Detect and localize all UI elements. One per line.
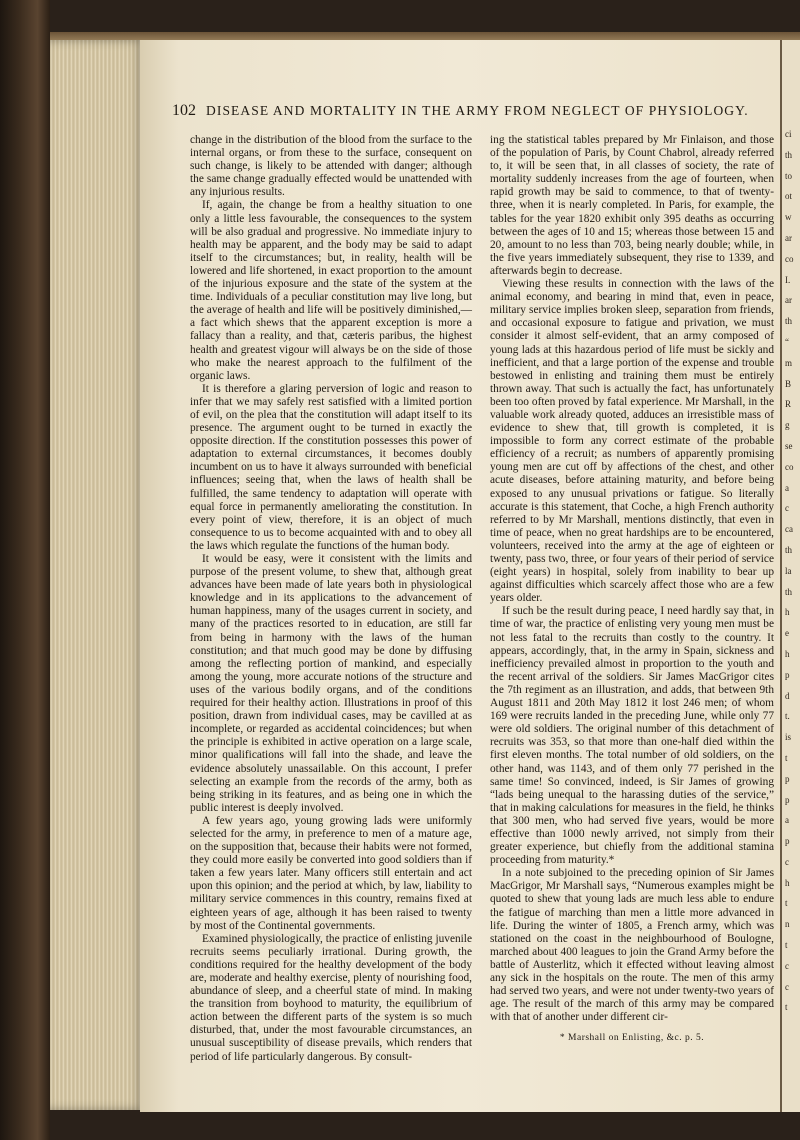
facing-page-fragment-text: R <box>785 399 792 410</box>
facing-page-fragment-text: e <box>785 628 789 639</box>
facing-page-fragment-text: ar <box>785 295 792 306</box>
book-spine <box>0 0 50 1140</box>
facing-page-fragment-text: t <box>785 752 788 763</box>
facing-page-fragment-text: a <box>785 815 789 826</box>
left-column <box>190 134 472 1064</box>
facing-page-fragment-text: p <box>785 836 790 847</box>
page-block-edges <box>50 40 145 1110</box>
paragraph: Examined physiologically, the practice of enlisting juvenile recruits seems peculiarly irrational. During growth, the conditions required for the healthy development of the body are, moderate and healthy exercise, plenty of nourishing food, abundance of sleep, and a cheerful state of mind. In making the transition from boyhood to maturity, the equilibrium of action between the different parts of the system is so much disturbed, that, under the most favourable circumstances, an unusual susceptibility of disease prevails, which renders that period of life particularly dangerous. By consult- <box>190 932 472 1063</box>
facing-page-fragment-text: g <box>785 420 790 431</box>
facing-page-fragment-text: t <box>785 898 788 909</box>
facing-page-fragment-text: la <box>785 565 792 576</box>
facing-page-fragment-text: h <box>785 877 790 888</box>
facing-page-fragment-text: t <box>785 940 788 951</box>
facing-page-fragment-text: a <box>785 482 789 493</box>
paragraph: change in the distribution of the blood from the surface to the internal organs, or from these to the surface, consequent on such change, is likely to be attended with danger; although the same change gradually effected would be unattended with any injurious results. <box>190 134 472 199</box>
paragraph: It would be easy, were it consistent with the limits and purpose of the present volume, to shew that, although great advances have been made of late years both in physiological knowledge and in its applications to the advancement of human happiness, many of the usages current in society, and many of the practices resorted to in education, are still far from being in harmony with the laws of the human constitution; and that much good may be done by diffusing among the reflecting portion of mankind, and especially among the young, more accurate notions of the structure and uses of the various bodily organs, and of the conditions required for their healthy action. Illustrations in proof of this position, drawn from individual cases, may be cavilled at as incomplete, or regarded as accidental coincidences; but when the principle is exhibited in active operation on a large scale, minor qualifications will fall into the shade, and leave the evidence absolutely unassailable. On this account, I prefer selecting an example from the records of the army, both as being striking in its features, and as being one in which the public interest is deeply involved. <box>190 553 472 814</box>
facing-page-fragment-text: co <box>785 253 794 264</box>
right-column <box>490 134 774 1045</box>
facing-page-fragment-text: p <box>785 794 790 805</box>
paragraph: In a note subjoined to the preceding opinion of Sir James MacGrigor, Mr Marshall says, “Numerous examples might be quoted to shew that young lads are much less able to endure the fatigue of marching than men a little more advanced in life. During the winter of 1805, a French army, which was stationed on the coast in the neighbourhood of Boulogne, marched about 400 leagues to join the Grand Army before the battle of Austerlitz, which it effected without leaving almost any sick in the hospitals on the route. The men of this army had served two years, and were not under twenty-two years of age. The result of the march of this army may be compared with that of another under different cir- <box>490 867 774 1024</box>
page-number: 102 <box>172 102 196 119</box>
paragraph: If, again, the change be from a healthy situation to one only a little less favourable, the consequences to the system will be also gradual and progressive. No immediate injury to health may be apparent, and the body may be said to adapt itself to the circumstances; but, in reality, health will be lowered and life shortened, in exact proportion to the amount of the injurious exposure and the state of the system at the time. Individuals of a peculiar constitution may live long, but the average of health and life will be positively diminished,—a fact which shews that the apparent exception is more a fallacy than a reality, and that, cæteris paribus, the highest health and greatest vigour will always be on the side of those who make the nearest approach to the fulfilment of the organic laws. <box>190 199 472 382</box>
paragraph: A few years ago, young growing lads were uniformly selected for the army, in preference to men of a mature age, on the supposition that, because their habits were not formed, they could more easily be converted into good soldiers than if taken a few years later. Many officers still entertain and act upon this opinion; and the period at which, by law, liability to military service commences in this country, remains fixed at eighteen years of age, although it has been raised to twenty by most of the Continental governments. <box>190 814 472 932</box>
facing-page-fragment-text: th <box>785 316 793 327</box>
paragraph: If such be the result during peace, I need hardly say that, in time of war, the practice of enlisting very young men must be not less fatal to the recruits than costly to the country. It appears, accordingly, that, in the army in Spain, sickness and inefficiency prevailed almost in proportion to the youth and the recent arrival of the soldiers. Sir James MacGrigor cites the 7th regiment as an illustration, and adds, that between 9th August 1811 and 20th May 1812 it lost 246 men; of whom 169 were recruits landed in the preceding June, while only 77 were old soldiers. The original number of this detachment of recruits was 353, so that more than one-half died within the first eleven months. The total number of old soldiers, on the other hand, was 1143, and of them only 77 perished in the same time! So convinced, indeed, is Sir James of growing “lads being unequal to the harassing duties of the service,” that in making calculations for measures in the field, he thinks that 300 men, who had served five years, would be more effective than 1000 newly arrived, not simply from their greater experience, but chiefly from the additional stamina proceeding from maturity.* <box>490 605 774 867</box>
facing-page-fragment-text: th <box>785 544 793 555</box>
facing-page-fragment-text: t. <box>785 711 790 722</box>
facing-page-fragment-text: w <box>785 212 792 223</box>
facing-page-fragment-text: h <box>785 607 790 618</box>
facing-page-fragment-text: d <box>785 690 790 701</box>
facing-page-fragment-text: m <box>785 357 793 368</box>
running-head <box>172 102 772 124</box>
footnote: * Marshall on Enlisting, &c. p. 5. <box>559 1033 705 1044</box>
facing-page-fragment <box>780 40 800 1112</box>
facing-page-fragment-text: co <box>785 461 794 472</box>
facing-page-fragment-text: I. <box>785 274 791 285</box>
facing-page-fragment-text: n <box>785 919 790 930</box>
facing-page-fragment-text: to <box>785 170 793 181</box>
facing-page-fragment-text: p <box>785 669 790 680</box>
facing-page-fragment-text: “ <box>785 336 789 347</box>
running-head-title: DISEASE AND MORTALITY IN THE ARMY FROM NEGLECT OF PHYSIOLOGY. <box>206 103 749 118</box>
paragraph: It is therefore a glaring perversion of logic and reason to infer that we may safely rest satisfied with a limited portion of evil, on the plea that the constitution will adapt itself to its presence. The argument ought to be turned in exactly the opposite direction. If the constitution possesses this power of adaptation to external circumstances, it becomes doubly incumbent on us to have it always surrounded with beneficial influences; seeing that, when the laws of health shall be fulfilled, the same tendency to adaptation will operate with equal force in permanently ameliorating the constitution. In every point of view, therefore, it is an object of much consequence to us to become acquainted with and to obey all the laws which regulate the functions of the human body. <box>190 382 472 552</box>
facing-page-fragment-text: ar <box>785 232 792 243</box>
facing-page-fragment-text: c <box>785 981 789 992</box>
facing-page-fragment-text: p <box>785 773 790 784</box>
facing-page-fragment-text: ci <box>785 129 792 139</box>
facing-page-fragment-text: th <box>785 586 793 597</box>
facing-page-fragment-text: ca <box>785 524 793 535</box>
facing-page-fragment-text: is <box>785 732 792 743</box>
facing-page-fragment-text: c <box>785 960 789 971</box>
facing-page-fragment-text: th <box>785 149 793 160</box>
facing-page-fragment-text: B <box>785 378 792 389</box>
facing-page-fragment-text: c <box>785 856 789 867</box>
facing-page-fragment-text: h <box>785 648 790 659</box>
facing-page-fragment-text: t <box>785 1002 788 1013</box>
paragraph: ing the statistical tables prepared by Mr Finlaison, and those of the population of Paris, by Count Chabrol, already referred to, it will be seen that, in all classes of society, the rate of mortality suddenly increases from the age of fourteen, when rapid growth may be said to commence, to that of twenty-three, when it is nearly completed. In Paris, for example, the tables for the year 1820 exhibit only 395 deaths as occurring between the ages of 10 and 15; whereas those between 15 and 20, amount to no less than 703, being nearly double; while, in the five years immediately subsequent, they rise to 1339, and afterwards begin to decrease. <box>490 134 774 277</box>
facing-page-fragment-text: se <box>785 440 793 451</box>
paragraph: Viewing these results in connection with the laws of the animal economy, and bearing in mind that, even in peace, military service implies broken sleep, separation from friends, and occasional exposure to fatigue and privation, we must consider it almost self-evident, that an army composed of young lads at this hazardous period of life must be sickly and inefficient, and that a large portion of the expense and trouble bestowed in enlisting and training them must be entirely thrown away. That such is actually the fact, has unfortunately been too often proved by fatal experience. Mr Marshall, in the valuable work already quoted, adduces an irresistible mass of evidence to shew that, till growth is completed, it is impossible to form any correct estimate of the probable efficiency of a recruit; as numbers of apparently promising young men are cut off by affections of the chest, and other acute diseases, before attaining maturity, and before being exposed to any unusual privations or fatigue. So literally accurate is this statement, that Coche, a high French authority referred to by Mr Marshall, mentions distinctly, that even in time of peace, when no great hardships are to be encountered, volunteers, received into the army at the age of eighteen or twenty, pass two, three, or four years of their period of service (eight years) in hospital, solely from inability to bear up against difficulties which scarcely affect those who are a few years older. <box>490 278 774 605</box>
facing-page-fragment-text: ot <box>785 191 793 202</box>
facing-page-fragment-text: c <box>785 503 789 514</box>
